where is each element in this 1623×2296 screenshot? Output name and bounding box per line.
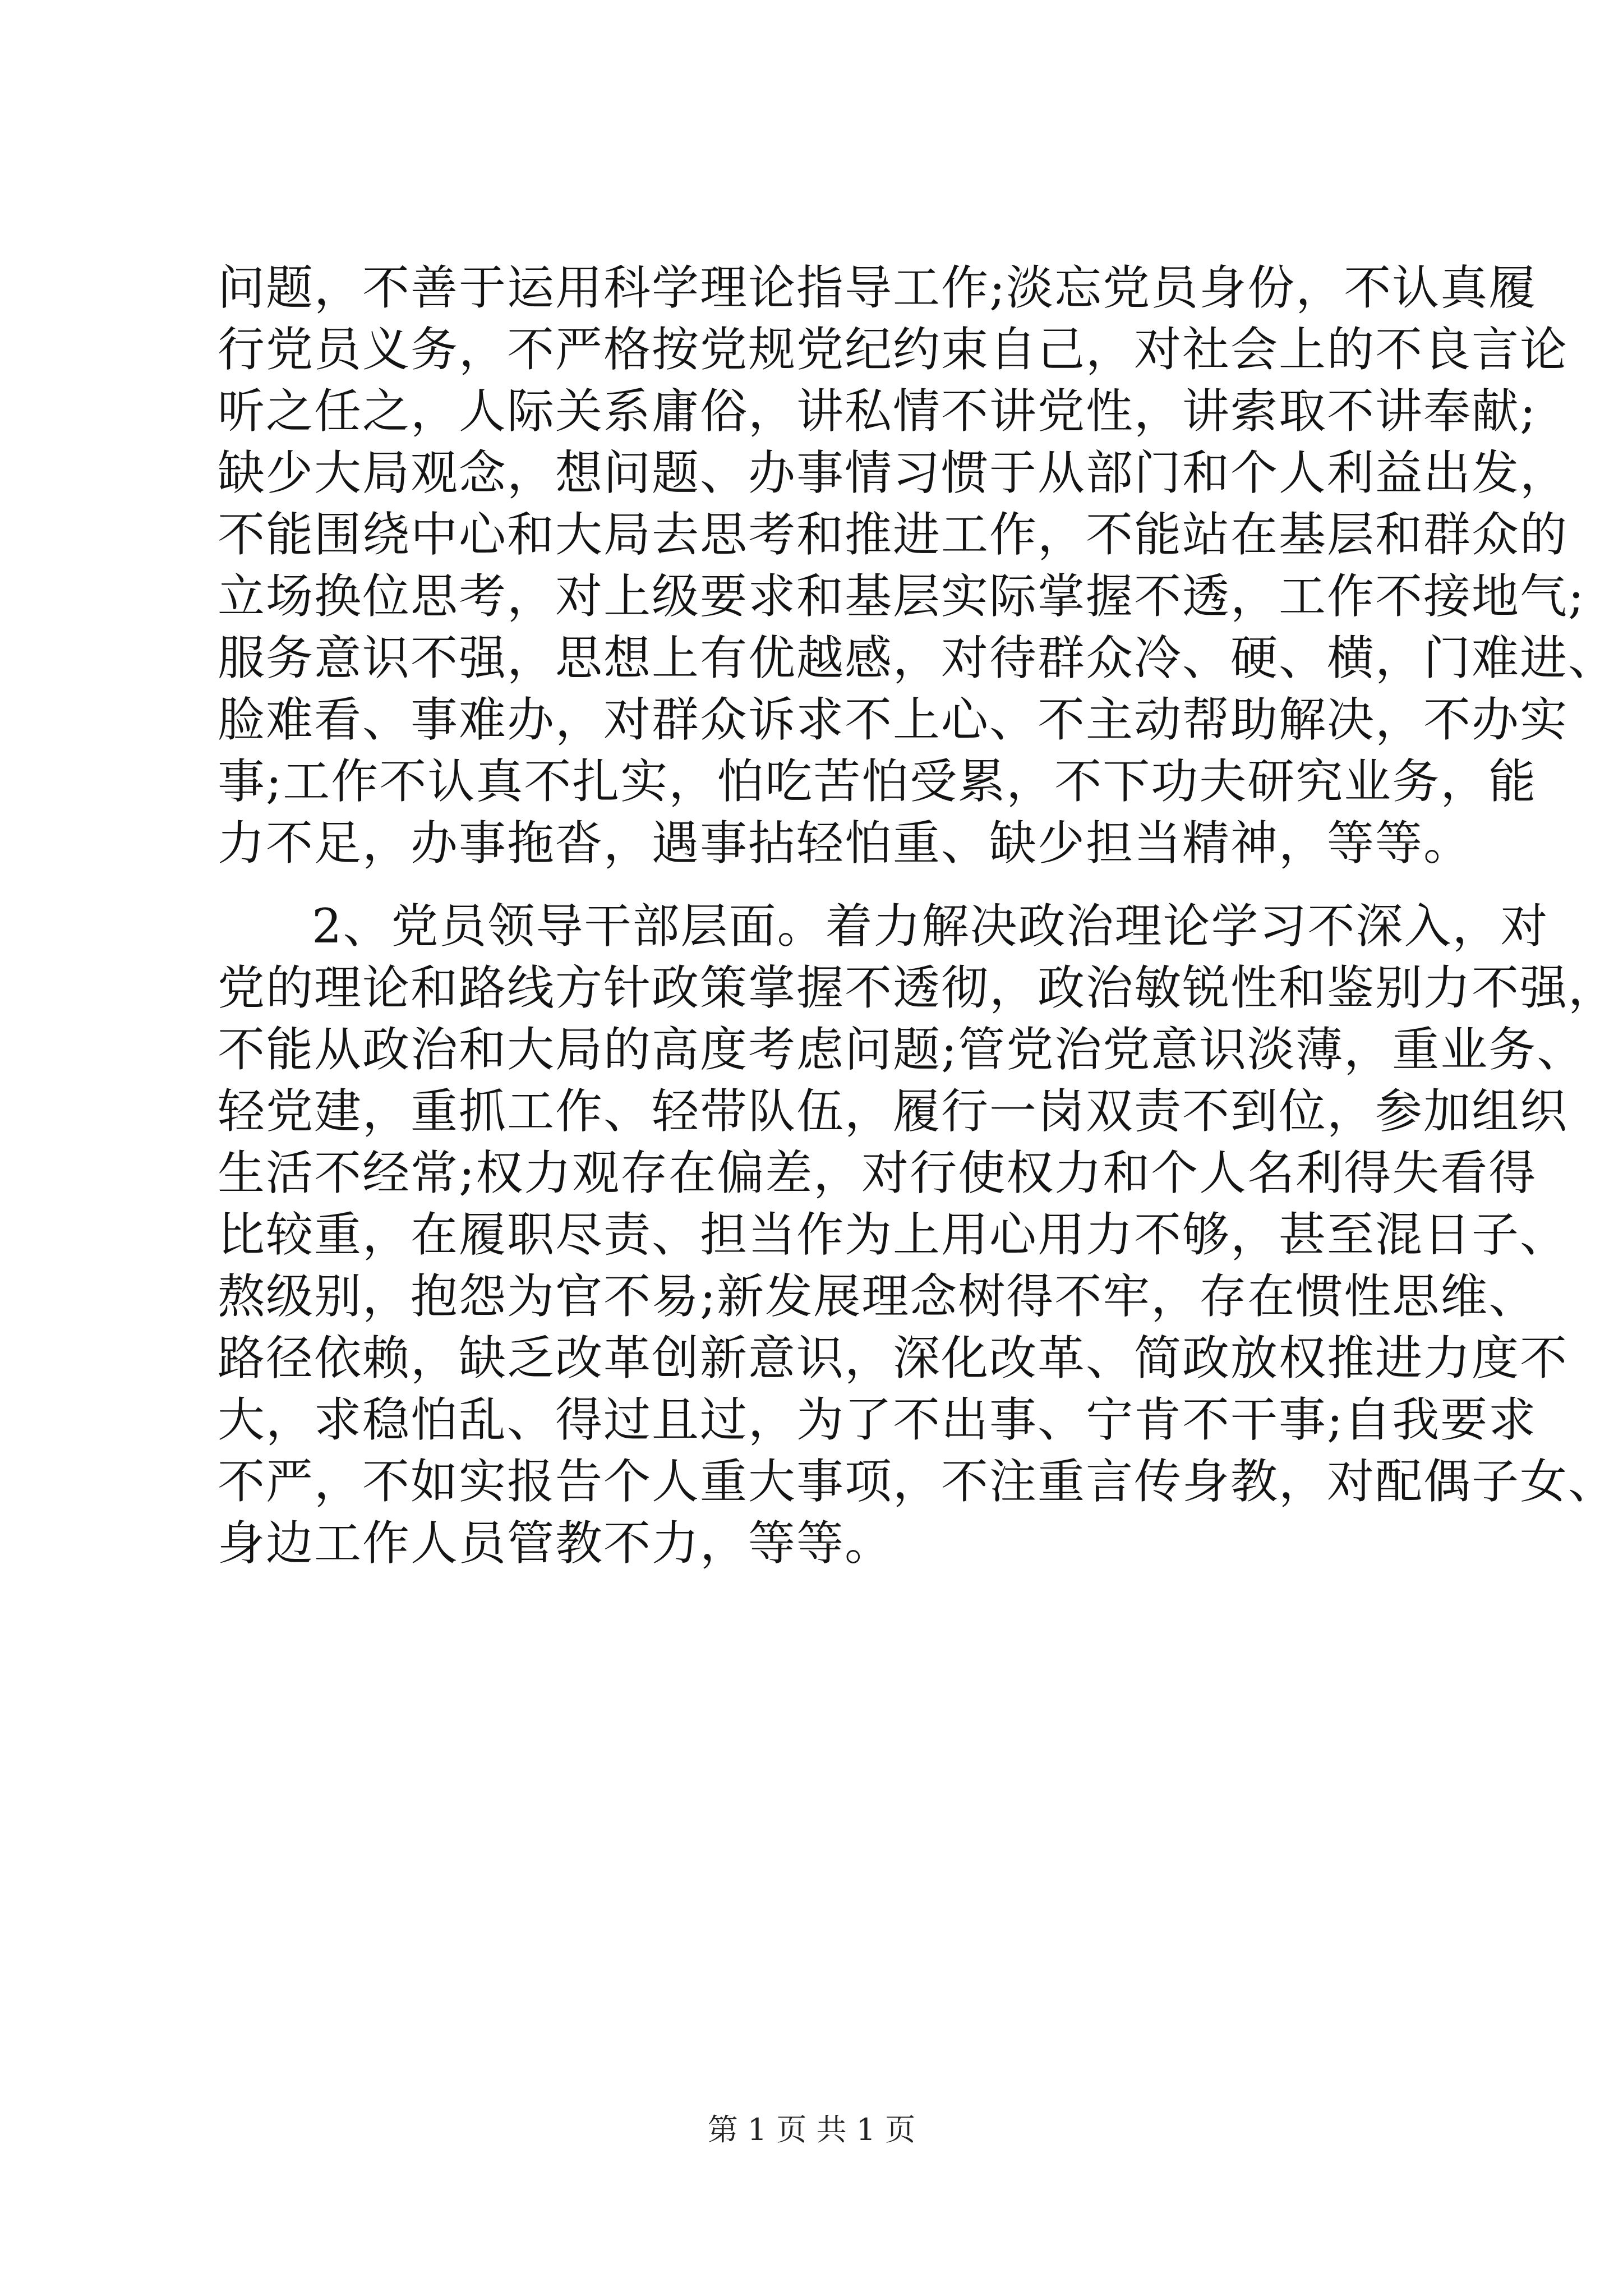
paragraph-1-line: 事;工作不认真不扎实，怕吃苦怕受累，不下功夫研究业务，能: [218, 754, 1537, 809]
paragraph-2-line: 大，求稳怕乱、得过且过，为了不出事、宁肯不干事;自我要求: [218, 1392, 1537, 1447]
paragraph-2-line: 生活不经常;权力观存在偏差，对行使权力和个人名利得失看得: [218, 1145, 1537, 1200]
paragraph-2-line: 党的理论和路线方针政策掌握不透彻，政治敏锐性和鉴别力不强，: [218, 960, 1617, 1015]
paragraph-2-line: 轻党建，重抓工作、轻带队伍，履行一岗双责不到位，参加组织: [218, 1084, 1569, 1139]
paragraph-2-line: 路径依赖，缺乏改革创新意识，深化改革、简政放权推进力度不: [218, 1331, 1569, 1386]
paragraph-2-line: 不能从政治和大局的高度考虑问题;管党治党意识淡薄，重业务、: [218, 1022, 1585, 1077]
paragraph-1-line: 听之任之，人际关系庸俗，讲私情不讲党性，讲索取不讲奉献;: [218, 384, 1537, 439]
paragraph-2-line: 比较重，在履职尽责、担当作为上用心用力不够，甚至混日子、: [218, 1207, 1569, 1262]
paragraph-1-line: 不能围绕中心和大局去思考和推进工作，不能站在基层和群众的: [218, 507, 1569, 562]
paragraph-1-line: 问题，不善于运用科学理论指导工作;淡忘党员身份，不认真履: [218, 260, 1537, 315]
paragraph-1-line: 行党员义务，不严格按党规党纪约束自己，对社会上的不良言论: [218, 322, 1569, 377]
document-body: [218, 257, 1617, 1574]
paragraph-1-line: 缺少大局观念，想问题、办事情习惯于从部门和个人利益出发，: [218, 445, 1569, 500]
paragraph-2-line: 熬级别，抱怨为官不易;新发展理念树得不牢，存在惯性思维、: [218, 1269, 1537, 1324]
paragraph-1-line: 立场换位思考，对上级要求和基层实际掌握不透，工作不接地气;: [218, 569, 1585, 624]
paragraph-1-line: 力不足，办事拖沓，遇事拈轻怕重、缺少担当精神，等等。: [218, 816, 1472, 871]
paragraph-1-line: 服务意识不强，思想上有优越感，对待群众冷、硬、横，门难进、: [218, 631, 1617, 685]
paragraph-2-line: 身边工作人员管教不力，等等。: [218, 1516, 893, 1571]
paragraph-1-line: 脸难看、事难办，对群众诉求不上心、不主动帮助解决，不办实: [218, 692, 1569, 747]
paragraph-2-line: 不严，不如实报告个人重大事项，不注重言传身教，对配偶子女、: [218, 1454, 1617, 1509]
paragraph-2-line: 2、党员领导干部层面。着力解决政治理论学习不深入，对: [312, 899, 1549, 954]
page-number-footer: 第 1 页 共 1 页: [707, 2112, 916, 2147]
